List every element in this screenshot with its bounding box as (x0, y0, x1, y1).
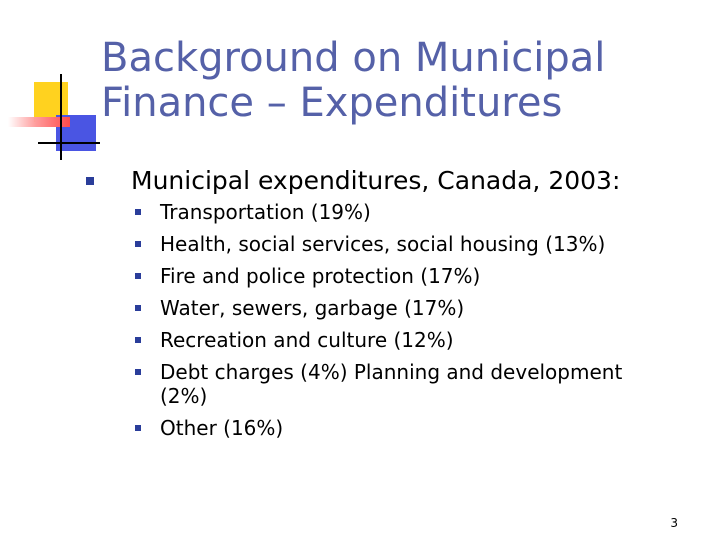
bullet-square-icon (135, 425, 141, 431)
sub-bullet-item (135, 296, 655, 320)
sub-bullet-text: Transportation (19%) (160, 200, 371, 224)
sub-bullet-item (135, 328, 655, 352)
bullet-square-icon (86, 177, 94, 185)
sub-bullet-text: Other (16%) (160, 416, 284, 440)
main-bullet-text: Municipal expenditures, Canada, 2003: (131, 166, 621, 195)
bullet-square-icon (135, 337, 141, 343)
sub-bullet-item (135, 232, 655, 256)
bullet-square-icon (135, 209, 141, 215)
bullet-square-icon (135, 273, 141, 279)
sub-bullet-text: Debt charges (4%) Planning and development (2%) (160, 360, 623, 408)
bullet-square-icon (135, 369, 141, 375)
sub-bullet-item (135, 416, 655, 440)
bullet-square-icon (135, 241, 141, 247)
sub-bullet-text: Fire and police protection (17%) (160, 264, 481, 288)
sub-bullet-item (135, 264, 655, 288)
sub-bullet-text: Recreation and culture (12%) (160, 328, 454, 352)
sub-bullet-text: Water, sewers, garbage (17%) (160, 296, 465, 320)
sub-bullet-list (135, 200, 655, 448)
sub-bullet-text: Health, social services, social housing (13%) (160, 232, 606, 256)
sub-bullet-item (135, 200, 655, 224)
logo-vertical-line (60, 74, 62, 160)
bullet-square-icon (135, 305, 141, 311)
sub-bullet-item (135, 360, 655, 408)
page-number: 3 (670, 516, 678, 530)
slide-title: Background on Municipal Finance – Expenditures (101, 35, 606, 126)
logo-horizontal-line (38, 142, 100, 144)
